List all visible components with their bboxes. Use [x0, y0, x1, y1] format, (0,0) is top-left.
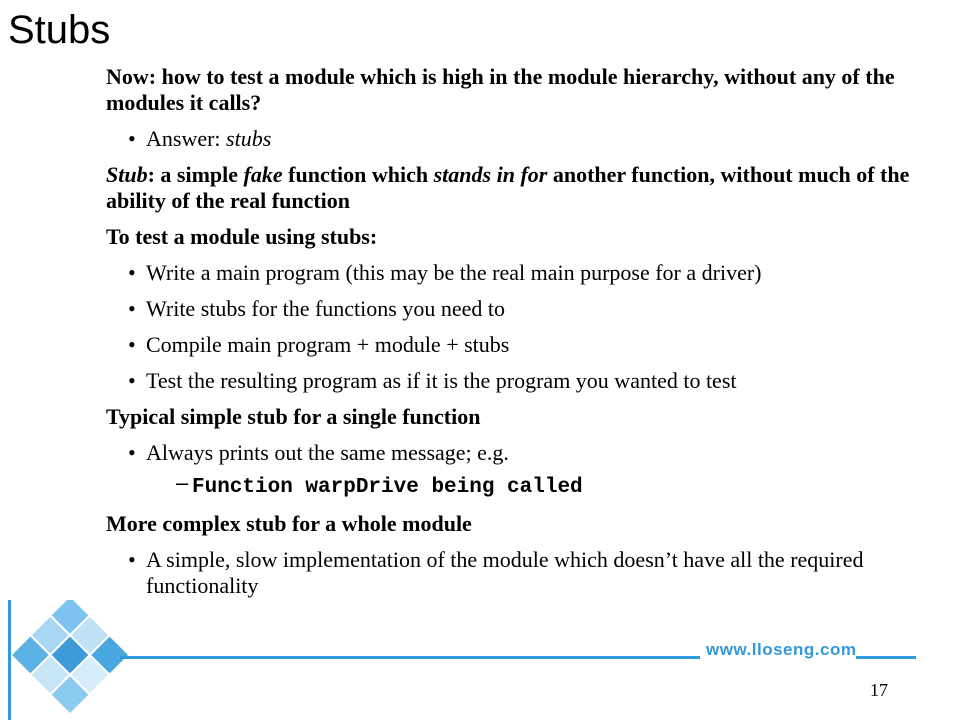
- complex-stub-heading: More complex stub for a whole module: [106, 511, 472, 536]
- list-item-text: Write a main program (this may be the real main purpose for a driver): [146, 260, 762, 285]
- stub-definition: [106, 162, 936, 214]
- footer-rule: [120, 656, 700, 659]
- dash-marker: –: [176, 470, 189, 495]
- stub-def-part-c: another function, without much of the ability of the real function: [106, 162, 910, 213]
- list-item: [106, 332, 936, 358]
- test-steps-heading: To test a module using stubs:: [106, 224, 378, 249]
- list-item: [106, 296, 936, 322]
- stub-term: Stub: [106, 162, 148, 187]
- list-item-text: Compile main program + module + stubs: [146, 332, 510, 357]
- complex-stub-bullet: [106, 547, 936, 599]
- bullet-marker: •: [128, 296, 136, 321]
- bullet-marker: •: [128, 547, 136, 572]
- simple-stub-bullet: [106, 440, 936, 466]
- complex-stub-text: A simple, slow implementation of the module which doesn’t have all the required functionality: [146, 547, 864, 598]
- bullet-marker: •: [128, 332, 136, 357]
- list-item-text: Write stubs for the functions you need to: [146, 296, 505, 321]
- question-paragraph: Now: how to test a module which is high in the module hierarchy, without any of the modules it calls?: [106, 64, 895, 115]
- bullet-marker: •: [128, 260, 136, 285]
- website-url: www.lloseng.com: [706, 640, 857, 659]
- list-item: [106, 260, 936, 286]
- simple-stub-heading: Typical simple stub for a single function: [106, 404, 481, 429]
- answer-stubs-italic: stubs: [226, 126, 272, 151]
- answer-text: Answer:: [146, 126, 227, 151]
- logo-pattern-icon: [0, 600, 180, 720]
- stub-def-part-b: function which: [282, 162, 434, 187]
- footer-rule-short: [856, 656, 916, 659]
- code-text: Function warpDrive being called: [192, 476, 583, 499]
- fake-term: fake: [243, 162, 283, 187]
- slide-title: Stubs: [8, 8, 111, 52]
- page-number: 17: [870, 680, 888, 700]
- bullet-marker: •: [128, 368, 136, 393]
- slide-body: [106, 64, 936, 609]
- code-example: [106, 472, 936, 501]
- simple-stub-text: Always prints out the same message; e.g.: [146, 440, 509, 465]
- stub-def-part-a: : a simple: [147, 162, 244, 187]
- stands-in-term: stands in for: [433, 162, 548, 187]
- answer-bullet: [106, 126, 936, 152]
- list-item-text: Test the resulting program as if it is the program you wanted to test: [146, 368, 737, 393]
- bullet-marker: •: [128, 126, 136, 151]
- list-item: [106, 368, 936, 394]
- bullet-marker: •: [128, 440, 136, 465]
